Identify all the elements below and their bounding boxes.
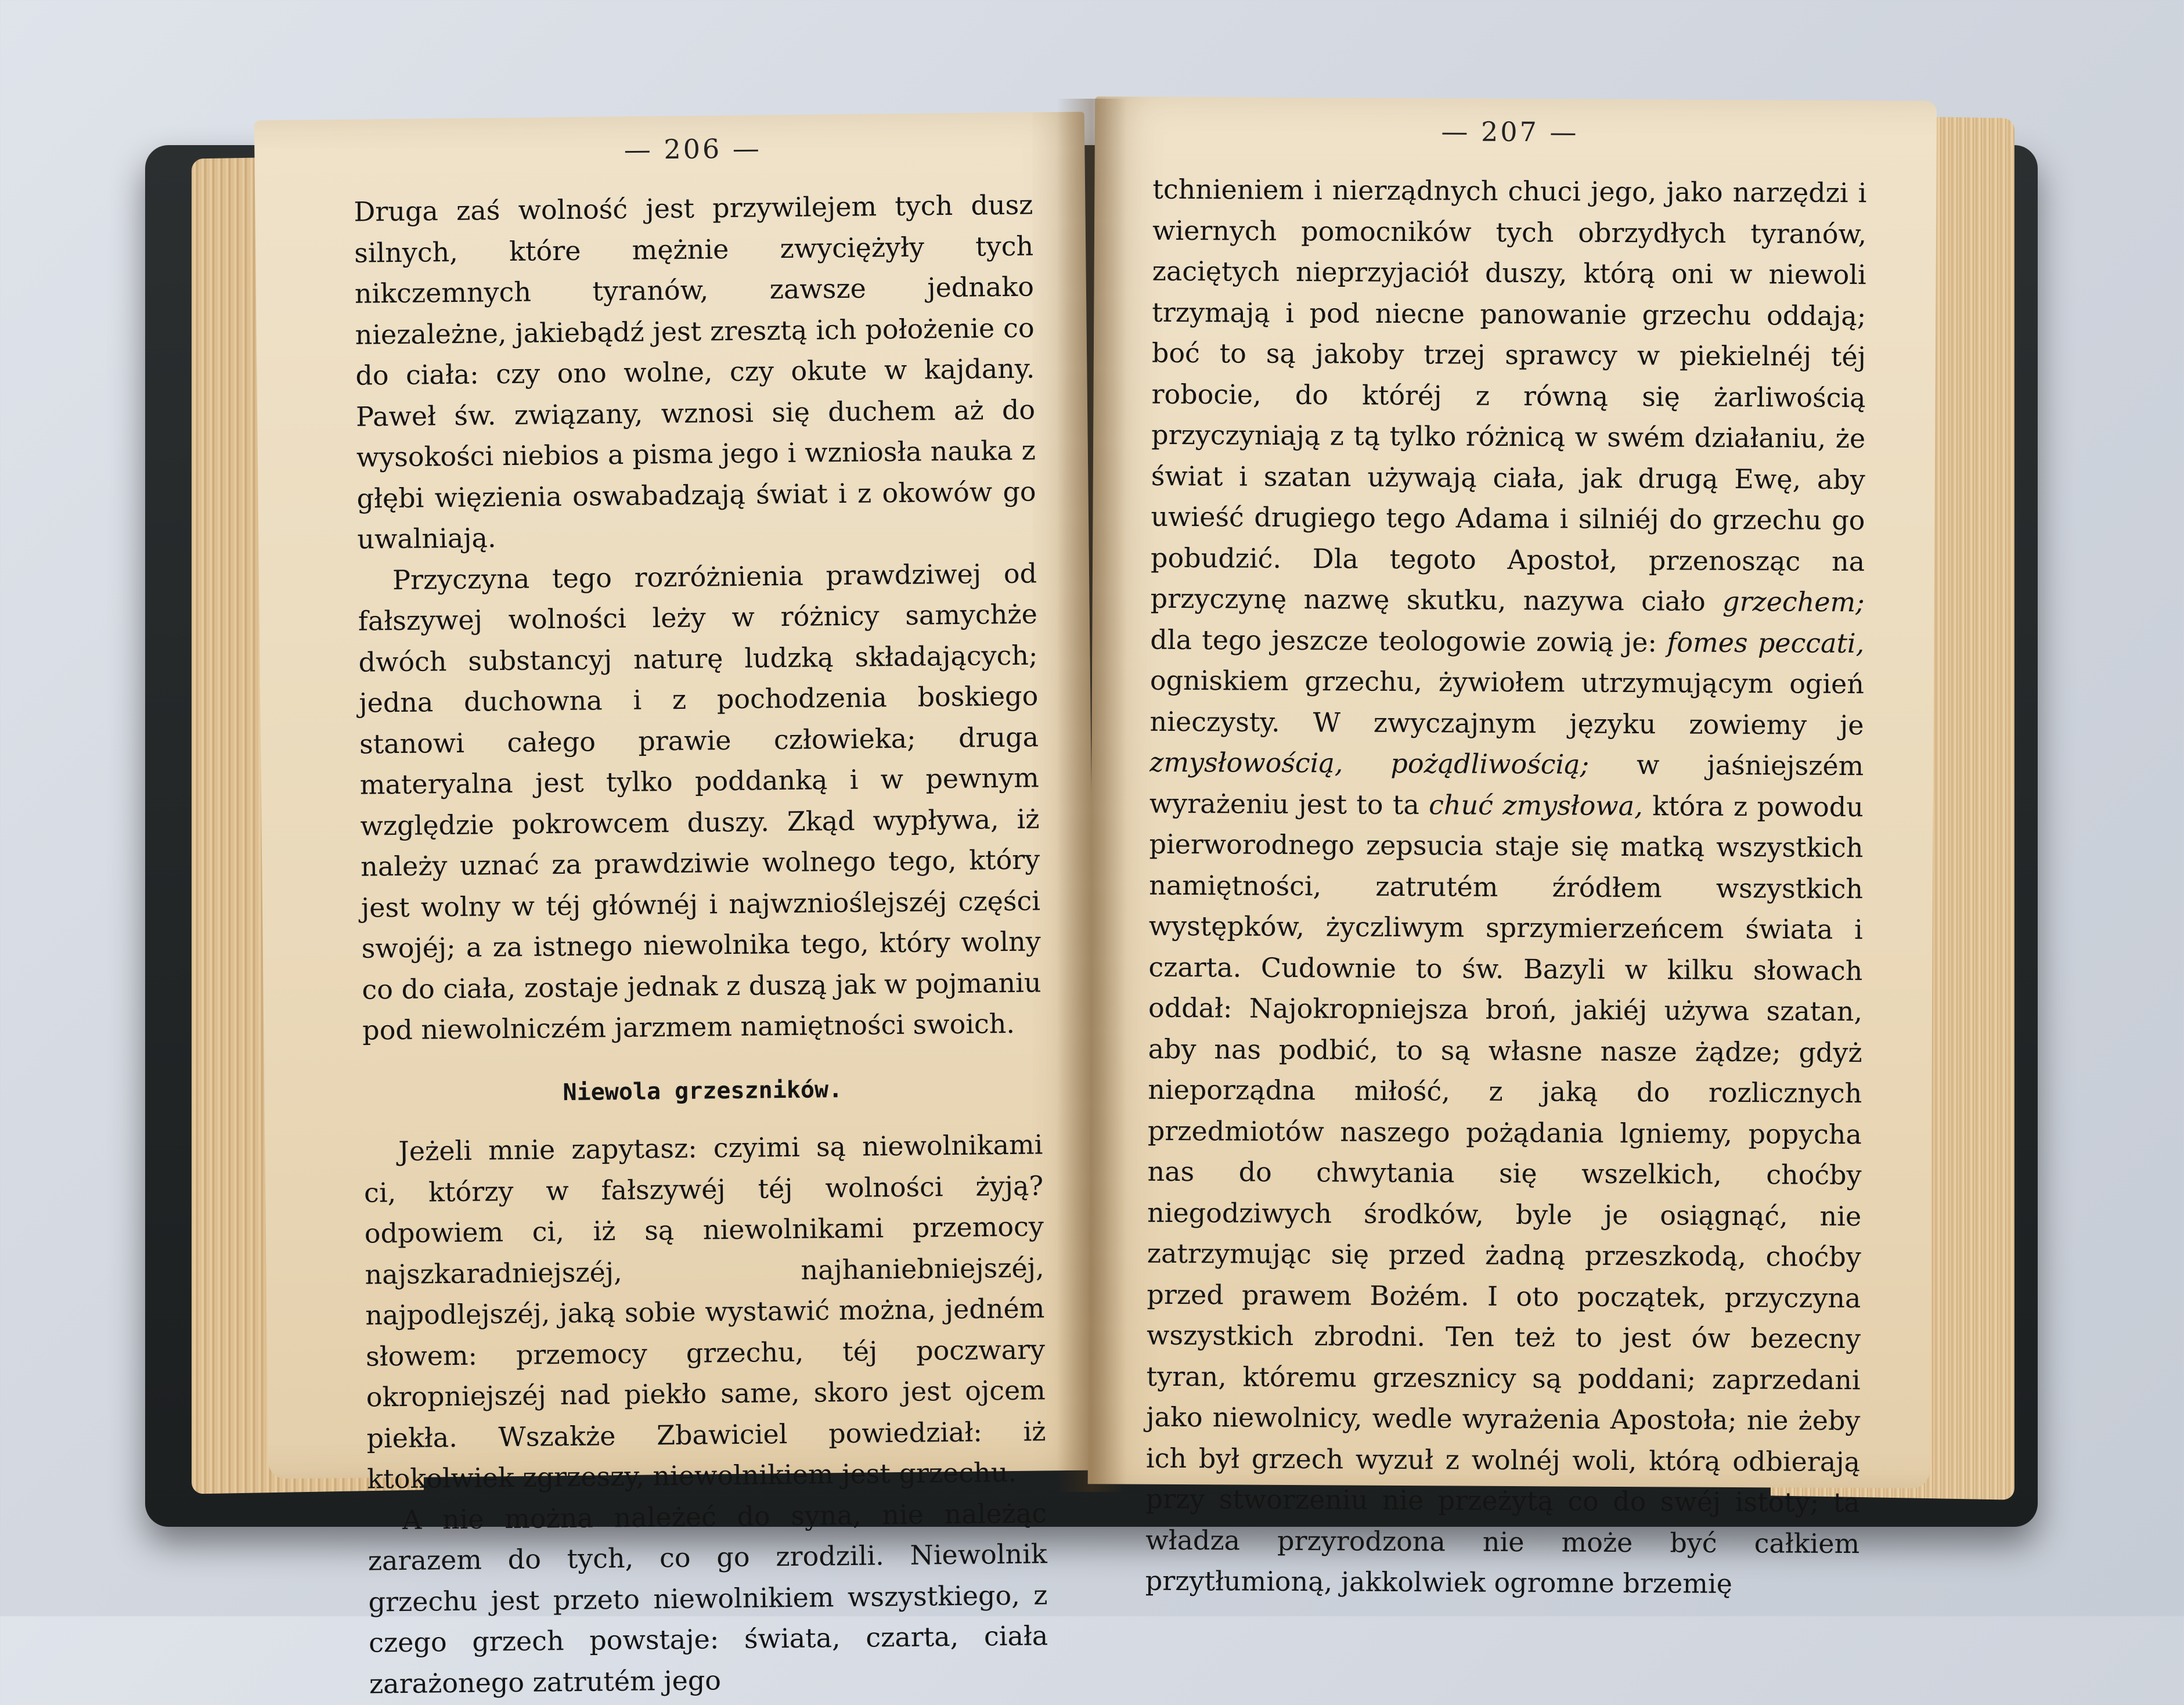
left-page-number: — 206 — [624, 132, 762, 165]
left-page [254, 112, 1098, 1700]
right-page-text [1145, 169, 1867, 1605]
left-paragraph-2: Przyczyna tego rozróżnienia prawdziwej od fałszywej wolności leży w różnicy samychże dwóch substancyj naturę ludzką składających; jedna duchowna i z pochodzenia boskiego stanowi całego prawie człowieka; druga materyalna jest tylko poddanką i w pewnym względzie pokrowcem duszy. Zkąd wypływa, iż należy uznać za prawdziwie wolnego tego, który jest wolny w téj głównéj i najwznioślejszéj części swojéj; a za istnego niewolnika tego, który wolny co do ciała, zostaje jednak z duszą jak w pojmaniu pod niewolniczém jarzmem namiętności swoich. [358, 557, 1041, 1046]
right-text-part-e: która z powodu pierworodnego zepsucia staje się matką wszystkich namiętności, zatrutém źródłem wszystkich występków, życzliwym sprzymierzeńcem świata i czarta. Cudownie to św. Bazyli w kilku słowach oddał: Najokropniejsza broń, jakiéj używa szatan, aby nas podbić, to są własne nasze żądze; gdyż nieporządna miłość, z jaką do rozlicznych przedmiotów naszego pożądania lgniemy, popycha nas do chwytania się wszelkich, choćby niegodziwych środków, byle je osiągnąć, nie zatrzymując się przed żadną przeszkodą, choćby przed prawem Bożém. I oto początek, przyczyna wszystkich zbrodni. Ten też to jest ów bezecny tyran, któremu grzesznicy są poddani; zaprzedani jako niewolnicy, wedle wyrażenia Apostoła; nie żeby ich był grzech wyzuł z wolnéj woli, którą odbierają przy stworzeniu nie przeżytą co do swéj istoty; ta władza przyrodzona nie może być całkiem przytłumioną, jakkolwiek ogromne brzemię [1145, 790, 1864, 1600]
left-page-text [354, 185, 1048, 1704]
section-heading: Niewola grzeszników. [563, 1076, 843, 1106]
left-paragraph-4: A nie można należeć do syna, nie należąc zarazem do tych, co go zrodzili. Niewolnik grzechu jest przeto niewolnikiem wszystkiego, z czego grzech powstaje: świata, czarta, ciała zarażonego zatrutém jego [367, 1497, 1048, 1700]
emphasis-zmyslowoscia: zmysłowością, pożądliwością; [1149, 746, 1590, 780]
right-paragraph-1 [1145, 169, 1867, 1605]
left-paragraph-3: Jeżeli mnie zapytasz: czyimi są niewolnikami ci, którzy w fałszywéj téj wolności żyją? odpowiem ci, iż są niewolnikami przemocy najszkaradniejszéj, najhaniebniejszéj, najpodlejszéj, jaką sobie wystawić można, jedném słowem: przemocy grzechu, téj poczwary okropniejszéj nad piekło same, skoro jest ojcem piekła. Wszakże Zbawiciel powiedział: iż ktokolwiek zgrzeszy, niewolnikiem jest grzechu. [363, 1129, 1046, 1495]
emphasis-fomes-peccati: fomes peccati, [1667, 626, 1865, 659]
left-paragraph-1: Druga zaś wolność jest przywilejem tych dusz silnych, które mężnie zwyciężyły tych nikczemnych tyranów, zawsze jednako niezależne, jakiebądź jest zresztą ich położenie co do ciała: czy ono wolne, czy okute w kajdany. Paweł św. związany, wznosi się duchem aż do wysokości niebios a pisma jego i wzniosła nauka z głębi więzienia oswabadzają świat i z okowów go uwalniają. [354, 189, 1036, 555]
right-text-part-c: ogniskiem grzechu, żywiołem utrzymującym ogień nieczysty. W zwyczajnym języku zowiemy je [1149, 664, 1865, 741]
emphasis-chuc-zmyslowa: chuć zmysłowa, [1429, 788, 1643, 821]
right-text-part-d: w jaśniejszém wyrażeniu jest to ta [1149, 748, 1864, 820]
right-page-number: — 207 — [1441, 116, 1579, 148]
right-text-part-b: dla tego jeszcze teologowie zowią je: [1150, 623, 1667, 658]
right-page [1088, 96, 1937, 1600]
emphasis-grzechem: grzechem; [1722, 585, 1865, 618]
right-text-part-a: tchnieniem i nierządnych chuci jego, jako narzędzi i wiernych pomocników tych obrzydłych tyranów, zaciętych nieprzyjaciół duszy, którą oni w niewoli trzymają i pod niecne panowanie grzechu oddają; boć to są jakoby trzej sprawcy w piekielnéj téj robocie, do któréj z równą się żarliwością przyczyniają z tą tylko różnicą w swém działaniu, że świat i szatan używają ciała, jak drugą Ewę, aby uwieść drugiego tego Adama i silniéj do grzechu go pobudzić. Dla tegoto Apostoł, przenosząc na przyczynę nazwę skutku, nazywa ciało [1150, 173, 1867, 617]
